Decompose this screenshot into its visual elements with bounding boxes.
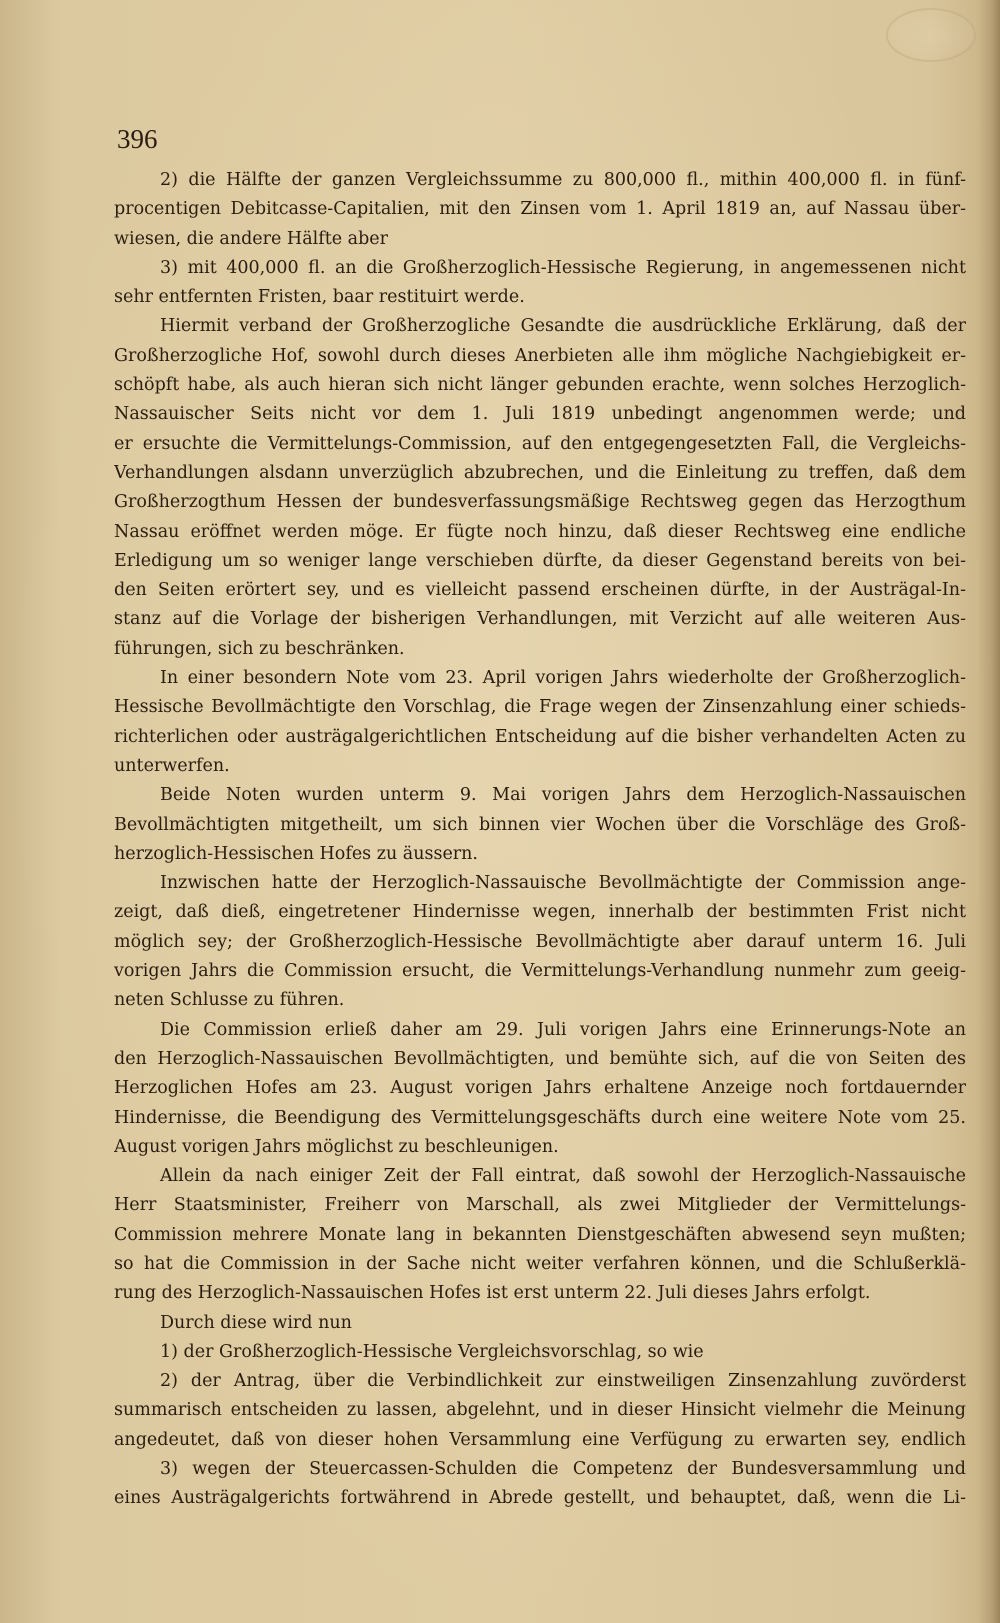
text-line: 2) die Hälfte der ganzen Vergleichssumme zu 800,000 fl., mithin 400,000 fl. in fünf- bbox=[160, 170, 966, 190]
page-number: 396 bbox=[117, 124, 158, 154]
text-line: so hat die Commission in der Sache nicht weiter verfahren können, und die Schlußerklä- bbox=[114, 1253, 966, 1274]
text-line: Durch diese wird nun bbox=[160, 1312, 352, 1333]
text-line: Commission mehrere Monate lang in bekannten Dienstgeschäften abwesend seyn mußten; bbox=[114, 1224, 966, 1245]
text-line: Hessische Bevollmächtigte den Vorschlag, die Frage wegen der Zinsenzahlung einer schieds- bbox=[114, 697, 966, 718]
text-line: vorigen Jahrs die Commission ersucht, die Vermittelungs-Verhandlung nunmehr zum geeig- bbox=[114, 961, 966, 982]
text-line: Verhandlungen alsdann unverzüglich abzubrechen, und die Einleitung zu treffen, daß dem bbox=[114, 462, 966, 483]
text-line: Allein da nach einiger Zeit der Fall eintrat, daß sowohl der Herzoglich-Nassauische bbox=[160, 1166, 966, 1187]
text-line: summarisch entscheiden zu lassen, abgelehnt, und in dieser Hinsicht vielmehr die Meinung bbox=[114, 1400, 966, 1421]
text-line: 3) wegen der Steuercassen-Schulden die Competenz der Bundesversammlung und bbox=[160, 1459, 966, 1480]
text-line: 2) der Antrag, über die Verbindlichkeit zur einstweiligen Zinsenzahlung zuvörderst bbox=[160, 1371, 966, 1392]
text-line: den Herzoglich-Nassauischen Bevollmächtigten, und bemühte sich, auf die von Seiten des bbox=[114, 1048, 966, 1069]
text-line: angedeutet, daß von dieser hohen Versammlung eine Verfügung zu erwarten sey, endlich bbox=[114, 1429, 966, 1450]
text-line: 3) mit 400,000 fl. an die Großherzoglich-Hessische Regierung, in angemessenen nicht bbox=[160, 257, 966, 278]
text-line: Großherzogliche Hof, sowohl durch dieses Anerbieten alle ihm mögliche Nachgiebigkeit er- bbox=[114, 345, 966, 366]
text-line: sehr entfernten Fristen, baar restituirt werde. bbox=[114, 287, 525, 308]
text-line: schöpft habe, als auch hieran sich nicht länger gebunden erachte, wenn solches Herzoglich- bbox=[114, 375, 966, 396]
text-line: den Seiten erörtert sey, und es vielleicht passend erscheinen dürfte, in der Austrägal-In- bbox=[114, 580, 966, 601]
text-line: zeigt, daß dieß, eingetretener Hindernisse wegen, innerhalb der bestimmten Frist nicht bbox=[114, 902, 966, 923]
text-line: stanz auf die Vorlage der bisherigen Verhandlungen, mit Verzicht auf alle weiteren Aus- bbox=[114, 609, 966, 630]
text-line: möglich sey; der Großherzoglich-Hessische Bevollmächtigte aber darauf unterm 16. Juli bbox=[114, 931, 966, 952]
text-line: neten Schlusse zu führen. bbox=[114, 990, 345, 1011]
page-edge-shadow bbox=[978, 0, 1000, 1623]
text-line: eines Austrägalgerichts fortwährend in Abrede gestellt, und behauptet, daß, wenn die Li- bbox=[114, 1488, 966, 1509]
text-line: Großherzogthum Hessen der bundesverfassungsmäßige Rechtsweg gegen das Herzogthum bbox=[114, 492, 966, 513]
text-line: Nassau eröffnet werden möge. Er fügte noch hinzu, daß dieser Rechtsweg eine endliche bbox=[114, 521, 966, 542]
text-line: rung des Herzoglich-Nassauischen Hofes ist erst unterm 22. Juli dieses Jahrs erfolgt. bbox=[114, 1283, 871, 1304]
text-line: richterlichen oder austrägalgerichtlichen Entscheidung auf die bisher verhandelten Acten zu bbox=[114, 726, 966, 747]
text-line: Hiermit verband der Großherzogliche Gesandte die ausdrückliche Erklärung, daß der bbox=[160, 316, 966, 337]
library-stamp bbox=[886, 8, 976, 62]
text-line: August vorigen Jahrs möglichst zu beschleunigen. bbox=[114, 1136, 559, 1157]
text-line: Herr Staatsminister, Freiherr von Marschall, als zwei Mitglieder der Vermittelungs- bbox=[114, 1195, 966, 1216]
text-line: Herzoglichen Hofes am 23. August vorigen Jahrs erhaltene Anzeige noch fortdauernder bbox=[114, 1078, 966, 1099]
text-line: Nassauischer Seits nicht vor dem 1. Juli 1819 unbedingt angenommen werde; und bbox=[114, 404, 966, 425]
text-line: Bevollmächtigten mitgetheilt, um sich binnen vier Wochen über die Vorschläge des Groß- bbox=[114, 814, 966, 835]
text-line: In einer besondern Note vom 23. April vorigen Jahrs wiederholte der Großherzoglich- bbox=[160, 668, 966, 689]
text-line: Die Commission erließ daher am 29. Juli vorigen Jahrs eine Erinnerungs-Note an bbox=[160, 1019, 966, 1040]
text-line: Erledigung um so weniger lange verschieben dürfte, da dieser Gegenstand bereits von bei- bbox=[114, 550, 966, 571]
text-line: Inzwischen hatte der Herzoglich-Nassauische Bevollmächtigte der Commission ange- bbox=[160, 873, 966, 894]
text-line: wiesen, die andere Hälfte aber bbox=[114, 228, 389, 249]
text-line: Beide Noten wurden unterm 9. Mai vorigen Jahrs dem Herzoglich-Nassauischen bbox=[160, 785, 966, 806]
text-line: 1) der Großherzoglich-Hessische Vergleichsvorschlag, so wie bbox=[160, 1341, 704, 1362]
text-line: Hindernisse, die Beendigung des Vermittelungsgeschäfts durch eine weitere Note vom 25. bbox=[114, 1107, 966, 1128]
text-line: unterwerfen. bbox=[114, 755, 230, 776]
text-line: herzoglich-Hessischen Hofes zu äussern. bbox=[114, 843, 478, 864]
text-line: führungen, sich zu beschränken. bbox=[114, 638, 405, 659]
body-text bbox=[114, 166, 966, 1514]
text-line: er ersuchte die Vermittelungs-Commission, auf den entgegengesetzten Fall, die Vergleichs- bbox=[114, 433, 966, 454]
text-line: procentigen Debitcasse-Capitalien, mit den Zinsen vom 1. April 1819 an, auf Nassau über- bbox=[114, 199, 966, 220]
